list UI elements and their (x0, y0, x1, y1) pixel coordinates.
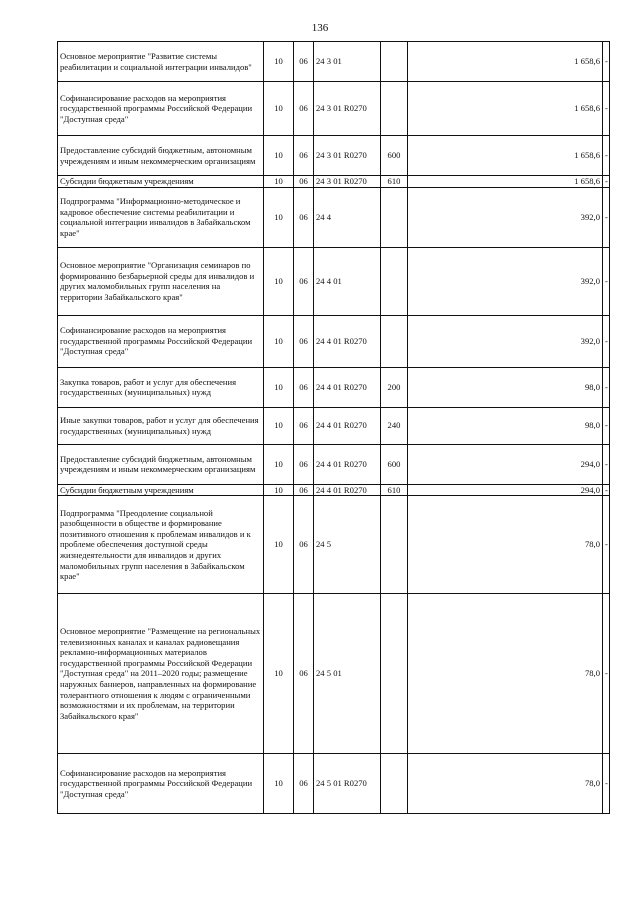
table-row (58, 315, 610, 367)
row-rz-cell: 10 (264, 496, 294, 594)
row-prz-cell: 06 (294, 594, 314, 754)
row-vr-cell (381, 496, 408, 594)
row-name-cell: Софинансирование расходов на мероприятия государственной программы Российской Федерации "Доступная среда" (58, 82, 264, 136)
row-csr-cell: 24 4 01 R0270 (314, 315, 381, 367)
row-name-cell: Софинансирование расходов на мероприятия государственной программы Российской Федерации "Доступная среда" (58, 315, 264, 367)
row-rz-cell: 10 (264, 176, 294, 188)
row-name-cell: Подпрограмма "Преодоление социальной разобщенности в обществе и формирование позитивного отношения к проблемам инвалидов и к проблеме обеспечения доступной среды жизнедеятельности для инвалидов и других маломобильных групп населения в Забайкальском крае" (58, 496, 264, 594)
row-name-cell: Подпрограмма "Информационно-методическое и кадровое обеспечение системы реабилитации и социальной интеграции инвалидов в Забайкальском крае" (58, 187, 264, 247)
table-row (58, 367, 610, 407)
row-csr-cell: 24 5 01 (314, 594, 381, 754)
row-vr-cell: 610 (381, 176, 408, 188)
row-amount-cell: 78,0 (408, 594, 603, 754)
row-csr-cell: 24 4 01 R0270 (314, 484, 381, 496)
row-extra-cell: - (603, 484, 610, 496)
row-vr-cell (381, 187, 408, 247)
row-name-cell: Софинансирование расходов на мероприятия государственной программы Российской Федерации "Доступная среда" (58, 754, 264, 814)
row-extra-cell: - (603, 136, 610, 176)
row-rz-cell: 10 (264, 367, 294, 407)
row-amount-cell: 392,0 (408, 247, 603, 315)
row-extra-cell: - (603, 247, 610, 315)
row-amount-cell: 1 658,6 (408, 136, 603, 176)
row-amount-cell: 1 658,6 (408, 82, 603, 136)
row-vr-cell (381, 82, 408, 136)
row-name-cell: Предоставление субсидий бюджетным, автономным учреждениям и иным некоммерческим организациям (58, 136, 264, 176)
row-vr-cell: 600 (381, 444, 408, 484)
row-extra-cell: - (603, 187, 610, 247)
row-amount-cell: 78,0 (408, 754, 603, 814)
row-name-cell: Основное мероприятие "Организация семинаров по формированию безбарьерной среды для инвалидов и других маломобильных групп населения на территории Забайкальского края" (58, 247, 264, 315)
row-vr-cell (381, 594, 408, 754)
table-row (58, 407, 610, 444)
row-prz-cell: 06 (294, 247, 314, 315)
row-amount-cell: 78,0 (408, 496, 603, 594)
row-name-cell: Основное мероприятие "Развитие системы реабилитации и социальной интеграции инвалидов" (58, 42, 264, 82)
row-extra-cell: - (603, 444, 610, 484)
table-row (58, 42, 610, 82)
row-prz-cell: 06 (294, 176, 314, 188)
row-rz-cell: 10 (264, 42, 294, 82)
table-row (58, 484, 610, 496)
row-vr-cell (381, 42, 408, 82)
row-name-cell: Субсидии бюджетным учреждениям (58, 484, 264, 496)
table-row (58, 594, 610, 754)
row-rz-cell: 10 (264, 247, 294, 315)
row-prz-cell: 06 (294, 42, 314, 82)
row-prz-cell: 06 (294, 367, 314, 407)
row-rz-cell: 10 (264, 444, 294, 484)
row-csr-cell: 24 4 01 R0270 (314, 444, 381, 484)
row-extra-cell: - (603, 407, 610, 444)
row-vr-cell: 200 (381, 367, 408, 407)
row-amount-cell: 1 658,6 (408, 176, 603, 188)
row-prz-cell: 06 (294, 754, 314, 814)
row-extra-cell: - (603, 176, 610, 188)
row-prz-cell: 06 (294, 407, 314, 444)
row-vr-cell: 240 (381, 407, 408, 444)
row-csr-cell: 24 3 01 R0270 (314, 136, 381, 176)
row-amount-cell: 294,0 (408, 484, 603, 496)
table-body (58, 42, 610, 814)
row-rz-cell: 10 (264, 82, 294, 136)
row-prz-cell: 06 (294, 484, 314, 496)
row-csr-cell: 24 4 (314, 187, 381, 247)
row-extra-cell: - (603, 82, 610, 136)
table-row (58, 176, 610, 188)
row-extra-cell: - (603, 754, 610, 814)
row-csr-cell: 24 3 01 R0270 (314, 82, 381, 136)
row-rz-cell: 10 (264, 754, 294, 814)
table-row (58, 247, 610, 315)
row-name-cell: Субсидии бюджетным учреждениям (58, 176, 264, 188)
row-amount-cell: 294,0 (408, 444, 603, 484)
row-name-cell: Основное мероприятие "Размещение на региональных телевизионных каналах и каналах радиовещания рекламно-информационных материалов государственной программы Российской Федерации "Доступная среда" на 2011–2020 годы; размещение наружных баннеров, направленных на формирование толерантного отношения к людям с ограниченными возможностями и их проблемам, на территории Забайкальского края" (58, 594, 264, 754)
page-number: 136 (311, 22, 329, 34)
row-extra-cell: - (603, 315, 610, 367)
row-csr-cell: 24 4 01 R0270 (314, 407, 381, 444)
row-prz-cell: 06 (294, 187, 314, 247)
table-row (58, 136, 610, 176)
row-rz-cell: 10 (264, 187, 294, 247)
row-name-cell: Предоставление субсидий бюджетным, автономным учреждениям и иным некоммерческим организациям (58, 444, 264, 484)
row-amount-cell: 1 658,6 (408, 42, 603, 82)
table-row (58, 754, 610, 814)
row-prz-cell: 06 (294, 444, 314, 484)
row-name-cell: Закупка товаров, работ и услуг для обеспечения государственных (муниципальных) нужд (58, 367, 264, 407)
row-csr-cell: 24 5 (314, 496, 381, 594)
row-extra-cell: - (603, 594, 610, 754)
row-amount-cell: 392,0 (408, 315, 603, 367)
table-row (58, 82, 610, 136)
row-csr-cell: 24 4 01 (314, 247, 381, 315)
row-csr-cell: 24 3 01 R0270 (314, 176, 381, 188)
row-vr-cell (381, 754, 408, 814)
row-vr-cell: 610 (381, 484, 408, 496)
row-csr-cell: 24 3 01 (314, 42, 381, 82)
row-prz-cell: 06 (294, 496, 314, 594)
table-row (58, 187, 610, 247)
row-amount-cell: 98,0 (408, 367, 603, 407)
row-vr-cell (381, 315, 408, 367)
row-vr-cell (381, 247, 408, 315)
row-name-cell: Иные закупки товаров, работ и услуг для обеспечения государственных (муниципальных) нужд (58, 407, 264, 444)
row-prz-cell: 06 (294, 315, 314, 367)
row-extra-cell: - (603, 367, 610, 407)
row-vr-cell: 600 (381, 136, 408, 176)
row-rz-cell: 10 (264, 136, 294, 176)
row-rz-cell: 10 (264, 484, 294, 496)
row-amount-cell: 392,0 (408, 187, 603, 247)
row-amount-cell: 98,0 (408, 407, 603, 444)
row-prz-cell: 06 (294, 136, 314, 176)
budget-table (57, 41, 610, 814)
row-csr-cell: 24 5 01 R0270 (314, 754, 381, 814)
row-extra-cell: - (603, 496, 610, 594)
row-csr-cell: 24 4 01 R0270 (314, 367, 381, 407)
row-extra-cell: - (603, 42, 610, 82)
row-rz-cell: 10 (264, 407, 294, 444)
row-rz-cell: 10 (264, 594, 294, 754)
row-rz-cell: 10 (264, 315, 294, 367)
row-prz-cell: 06 (294, 82, 314, 136)
table-row (58, 444, 610, 484)
table-row (58, 496, 610, 594)
